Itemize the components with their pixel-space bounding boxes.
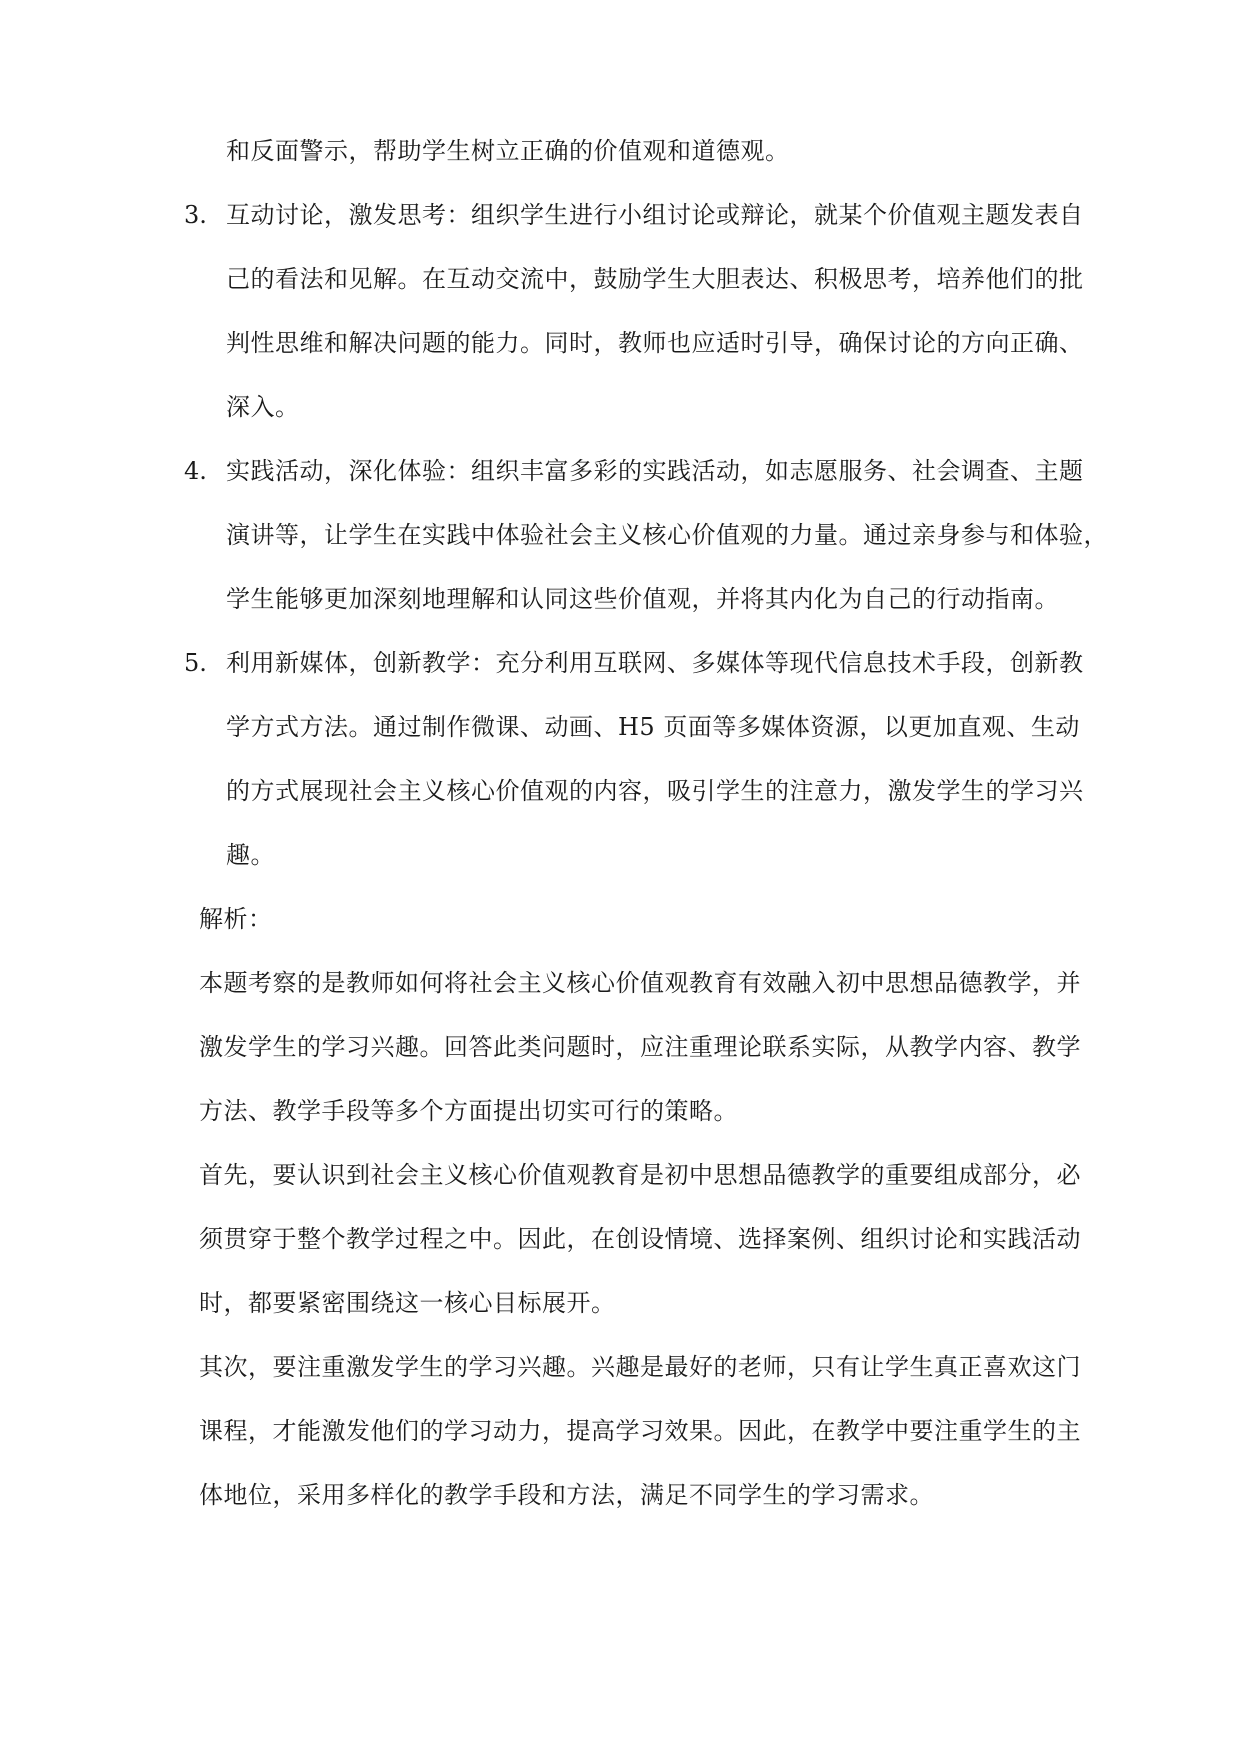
paragraph-line: 须贯穿于整个教学过程之中。因此，在创设情境、选择案例、组织讨论和实践活动: [199, 1225, 1081, 1253]
list-item-number: 4.: [184, 457, 207, 485]
list-item-line: 的方式展现社会主义核心价值观的内容，吸引学生的注意力，激发学生的学习兴: [226, 777, 1084, 805]
list-item-line: 学方式方法。通过制作微课、动画、H5 页面等多媒体资源，以更加直观、生动: [226, 713, 1080, 741]
paragraph-line: 课程，才能激发他们的学习动力，提高学习效果。因此，在教学中要注重学生的主: [199, 1417, 1081, 1445]
list-item-number: 3.: [184, 201, 207, 229]
paragraph-line: 时，都要紧密围绕这一核心目标展开。: [199, 1289, 616, 1317]
list-continuation-line: 和反面警示，帮助学生树立正确的价值观和道德观。: [226, 137, 790, 165]
paragraph-line: 首先，要认识到社会主义核心价值观教育是初中思想品德教学的重要组成部分，必: [199, 1161, 1081, 1189]
list-item-line: 实践活动，深化体验：组织丰富多彩的实践活动，如志愿服务、社会调查、主题: [226, 457, 1084, 485]
paragraph-line: 本题考察的是教师如何将社会主义核心价值观教育有效融入初中思想品德教学，并: [199, 969, 1081, 997]
list-item-line: 演讲等，让学生在实践中体验社会主义核心价值观的力量。通过亲身参与和体验，: [226, 521, 1108, 549]
list-item-line: 学生能够更加深刻地理解和认同这些价值观，并将其内化为自己的行动指南。: [226, 585, 1059, 613]
list-item-line: 深入。: [226, 393, 300, 421]
list-item-line: 己的看法和见解。在互动交流中，鼓励学生大胆表达、积极思考，培养他们的批: [226, 265, 1084, 293]
paragraph-line: 体地位，采用多样化的教学手段和方法，满足不同学生的学习需求。: [199, 1481, 934, 1509]
paragraph-line: 其次，要注重激发学生的学习兴趣。兴趣是最好的老师，只有让学生真正喜欢这门: [199, 1353, 1081, 1381]
paragraph-line: 激发学生的学习兴趣。回答此类问题时，应注重理论联系实际，从教学内容、教学: [199, 1033, 1081, 1061]
list-item-line: 互动讨论，激发思考：组织学生进行小组讨论或辩论，就某个价值观主题发表自: [226, 201, 1084, 229]
analysis-heading: 解析：: [199, 905, 273, 933]
paragraph-line: 方法、教学手段等多个方面提出切实可行的策略。: [199, 1097, 738, 1125]
list-item-line: 利用新媒体，创新教学：充分利用互联网、多媒体等现代信息技术手段，创新教: [226, 649, 1084, 677]
list-item-line: 趣。: [226, 841, 275, 869]
list-item-number: 5.: [184, 649, 207, 677]
list-item-line: 判性思维和解决问题的能力。同时，教师也应适时引导，确保讨论的方向正确、: [226, 329, 1084, 357]
